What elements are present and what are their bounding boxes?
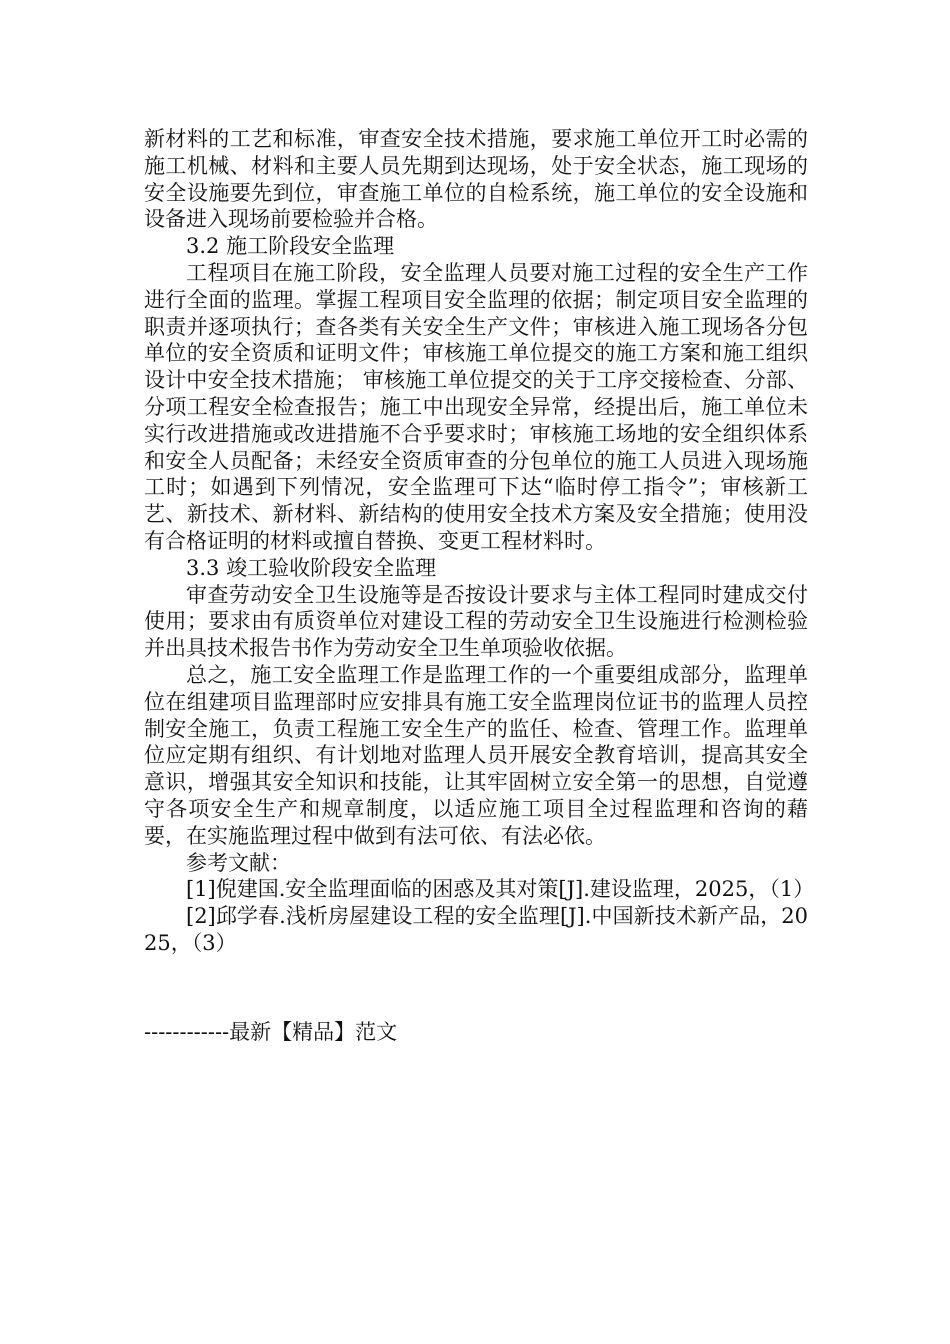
- section-heading-3-2: 3.2 施工阶段安全监理: [186, 234, 395, 259]
- paragraph-summary: 总之，施工安全监理工作是监理工作的一个重要组成部分，监理单位在组建项目监理部时应安排具有施工安全监理岗位证书的监理人员控制安全施工，负责工程施工安全生产的监任、检查、管理工作。监理单位应定期有组织、有计划地对监理人员开展安全教育培训，提高其安全意识，增强其安全知识和技能，让其牢固树立安全第一的思想，自觉遵守各项安全生产和规章制度，以适应施工项目全过程监理和咨询的藉要，在实施监理过程中做到有法可依、有法必依。: [144, 662, 808, 848]
- reference-item-1: [1]倪建国.安全监理面临的困惑及其对策[J].建设监理，2025，（1）: [186, 877, 815, 902]
- document-body: [144, 126, 815, 957]
- paragraph-continued: 新材料的工艺和标准，审查安全技术措施，要求施工单位开工时必需的施工机械、材料和主要人员先期到达现场，处于安全状态，施工现场的安全设施要先到位，审查施工单位的自检系统，施工单位的安全设施和设备进入现场前要检验并合格。: [144, 127, 808, 232]
- references-label: 参考文献：: [186, 850, 291, 875]
- paragraph-construction-stage: 工程项目在施工阶段，安全监理人员要对施工过程的安全生产工作进行全面的监理。掌握工程项目安全监理的依据；制定项目安全监理的职责并逐项执行；查各类有关安全生产文件；审核进入施工现场各分包单位的安全资质和证明文件；审核施工单位提交的施工方案和施工组织设计中安全技术措施； 审核施工单位提交的关于工序交接检查、分部、分项工程安全检查报告；施工中出现安全异常，经提出后，施工单位未实行改进措施或改进措施不合乎要求时；审核施工场地的安全组织体系和安全人员配备；未经安全资质审查的分包单位的施工人员进入现场施工时；如遇到下列情况，安全监理可下达“临时停工指令”；审核新工艺、新技术、新材料、新结构的使用安全技术方案及安全措施；使用没有合格证明的材料或擅自替换、变更工程材料时。: [144, 260, 808, 553]
- paragraph-acceptance-stage: 审查劳动安全卫生设施等是否按设计要求与主体工程同时建成交付使用；要求由有质资单位对建设工程的劳动安全卫生设施进行检测检验并出具技术报告书作为劳动安全卫生单项验收依据。: [144, 582, 808, 661]
- reference-item-2: [2]邱学春.浅析房屋建设工程的安全监理[J].中国新技术新产品，2025，（3）: [144, 904, 808, 955]
- section-heading-3-3: 3.3 竣工验收阶段安全监理: [186, 555, 437, 580]
- footer-text: ------------最新【精品】范文: [144, 1020, 398, 1044]
